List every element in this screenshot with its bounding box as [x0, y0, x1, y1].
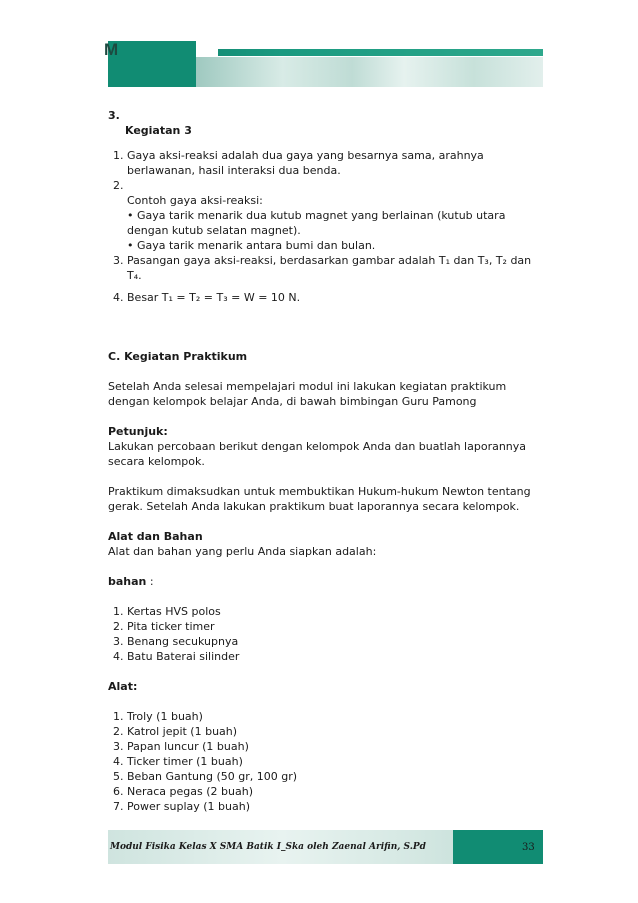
header-block	[108, 41, 196, 87]
petunjuk-line: secara kelompok.	[108, 455, 205, 468]
alat-bahan-intro: Alat dan bahan yang perlu Anda siapkan adalah:	[108, 545, 377, 558]
line: Pasangan gaya aksi-reaksi, berdasarkan gambar adalah T₁ dan T₃, T₂ dan	[127, 254, 532, 267]
tujuan-line: Praktikum dimaksudkan untuk membuktikan Hukum-hukum Newton tentang	[108, 485, 531, 498]
list-item: 6. Neraca pegas (2 buah)	[113, 785, 253, 798]
list-item: 7. Power suplay (1 buah)	[113, 800, 250, 813]
list-item: 2. Katrol jepit (1 buah)	[113, 725, 238, 738]
list-item: 3. Pasangan gaya aksi-reaksi, berdasarkan gambar adalah T₁ dan T₃, T₂ dan T₄.	[108, 253, 538, 283]
petunjuk-heading: Petunjuk:	[108, 425, 168, 438]
section-title: Kegiatan 3	[125, 124, 192, 137]
line: • Gaya tarik menarik dua kutub magnet yang berlainan (kutub utara	[127, 209, 506, 222]
bahan-heading: bahan :	[108, 575, 154, 588]
list-item: 4. Batu Baterai silinder	[113, 650, 240, 663]
list-item: 4. Besar T₁ = T₂ = T₃ = W = 10 N.	[108, 290, 538, 305]
line: Gaya aksi-reaksi adalah dua gaya yang besarnya sama, arahnya	[127, 149, 484, 162]
list-item: 3. Papan luncur (1 buah)	[113, 740, 249, 753]
page-number: 33	[522, 842, 535, 853]
tujuan-line: gerak. Setelah Anda lakukan praktikum buat laporannya secara kelompok.	[108, 500, 520, 513]
line: Besar T₁ = T₂ = T₃ = W = 10 N.	[127, 291, 301, 304]
alat-heading: Alat:	[108, 680, 138, 693]
list-item: 1. Kertas HVS polos	[113, 605, 221, 618]
alat-bahan-heading: Alat dan Bahan	[108, 530, 203, 543]
alat-list	[108, 709, 538, 814]
section-number: 3.	[108, 109, 120, 122]
list-item	[108, 193, 538, 253]
line: • Gaya tarik menarik antara bumi dan bulan.	[127, 239, 376, 252]
page-content	[108, 108, 538, 814]
list-item: 1. Gaya aksi-reaksi adalah dua gaya yang besarnya sama, arahnya berlawanan, hasil interaksi dua benda.	[108, 148, 538, 178]
list-item: 2. Pita ticker timer	[113, 620, 215, 633]
list-item: 5. Beban Gantung (50 gr, 100 gr)	[113, 770, 298, 783]
list-item: 4. Ticker timer (1 buah)	[113, 755, 243, 768]
answer-list	[108, 148, 538, 305]
praktikum-heading: C. Kegiatan Praktikum	[108, 350, 248, 363]
list-item: 2.	[113, 179, 124, 192]
petunjuk-line: Lakukan percobaan berikut dengan kelompok Anda dan buatlah laporannya	[108, 440, 527, 453]
line: T₄.	[127, 269, 142, 282]
intro-line: Setelah Anda selesai mempelajari modul ini lakukan kegiatan praktikum	[108, 380, 507, 393]
intro-line: dengan kelompok belajar Anda, di bawah bimbingan Guru Pamong	[108, 395, 477, 408]
line: berlawanan, hasil interaksi dua benda.	[127, 164, 341, 177]
list-item: 1. Troly (1 buah)	[113, 710, 203, 723]
list-item: 3. Benang secukupnya	[113, 635, 239, 648]
header-light-band	[196, 57, 543, 87]
line: Contoh gaya aksi-reaksi:	[127, 194, 263, 207]
header-notch	[196, 41, 218, 57]
line: dengan kutub selatan magnet).	[127, 224, 301, 237]
header-letter: M	[104, 40, 119, 59]
footer-text: Modul Fisika Kelas X SMA Batik I_Ska oleh Zaenal Arifin, S.Pd	[110, 842, 426, 852]
bahan-list	[108, 604, 538, 664]
